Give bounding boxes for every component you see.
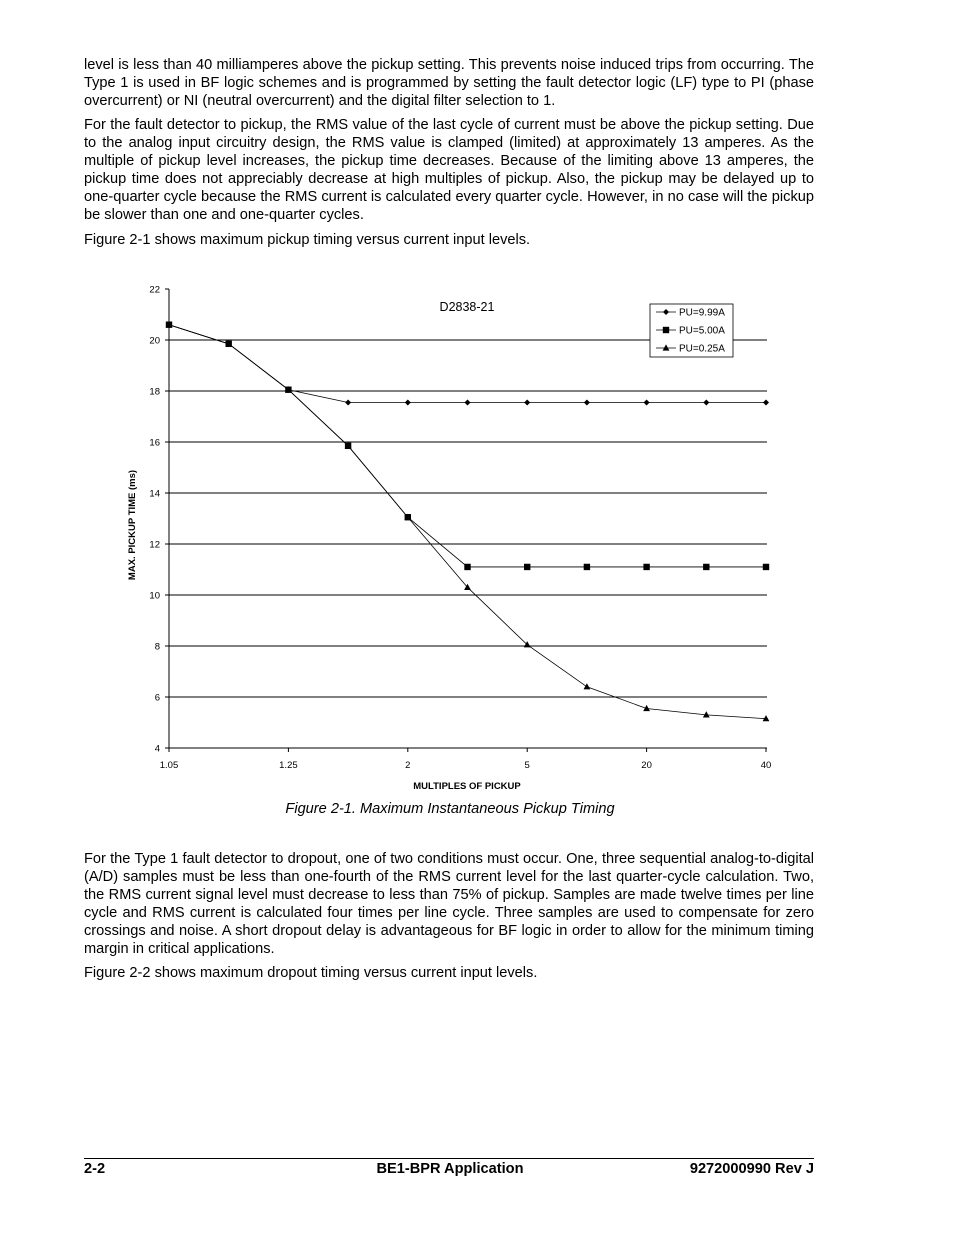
y-tick-label: 14 [149, 488, 160, 500]
data-point [584, 564, 590, 570]
figure-intro-text: Figure 2-1 shows maximum pickup timing versus current input levels. [84, 232, 531, 248]
data-point [584, 683, 591, 689]
data-point [703, 564, 709, 570]
legend-marker [663, 327, 669, 333]
legend-label: PU=9.99A [679, 307, 725, 319]
y-tick-label: 22 [149, 284, 160, 296]
pickup-timing-chart [110, 275, 800, 800]
series-line [169, 325, 766, 719]
footer-rule [84, 1158, 814, 1159]
legend-label: PU=0.25A [679, 343, 725, 355]
data-point [464, 564, 470, 570]
x-axis-label: MULTIPLES OF PICKUP [413, 781, 521, 792]
x-tick-label: 2 [405, 760, 411, 771]
x-tick-label: 40 [760, 760, 772, 771]
axes [169, 289, 767, 748]
y-tick-label: 4 [154, 743, 160, 755]
figure-caption: Figure 2-1. Maximum Instantaneous Pickup Timing [285, 801, 615, 817]
y-tick-label: 10 [149, 590, 160, 602]
y-tick-label: 16 [149, 437, 160, 449]
chart-annotation: D2838-21 [439, 300, 495, 314]
y-tick-label: 20 [149, 335, 160, 347]
footer-document-title: BE1-BPR Application [376, 1161, 524, 1177]
y-axis-label: MAX. PICKUP TIME (ms) [127, 469, 138, 581]
y-tick-label: 12 [149, 539, 160, 551]
data-point [584, 399, 590, 405]
body-paragraph-1: level is less than 40 milliamperes above the pickup setting. This prevents noise induced trips from occurring. The Type 1 is used in BF logic schemes and is programmed by setting the fault detector logic (LF) type to PI (phase overcurrent) or NI (neutral overcurrent) and the digital filter selection to 1. [84, 57, 814, 109]
figure-2-2-intro-text: Figure 2-2 shows maximum dropout timing versus current input levels. [84, 965, 538, 981]
x-tick-label: 20 [641, 760, 652, 771]
data-point [524, 564, 530, 570]
data-point [524, 399, 530, 405]
y-tick-label: 8 [154, 641, 160, 653]
y-tick-label: 6 [154, 692, 160, 704]
x-tick-label: 1.05 [159, 760, 179, 771]
data-point [465, 399, 471, 405]
footer-document-number: 9272000990 Rev J [689, 1161, 814, 1177]
series-line [169, 325, 766, 567]
data-point [763, 564, 769, 570]
x-tick-labels [160, 748, 772, 771]
body-paragraph-2: For the fault detector to pickup, the RMS value of the last cycle of current must be above the pickup setting. Due to the analog input circuitry design, the RMS value is clamped (limited) at approximately 13 amperes. As the multiple of pickup level increases, the pickup time decreases. Because of the limiting above 13 amperes, the pickup time does not appreciably decrease at high multiples of pickup. Also, the pickup may be delayed up to one-quarter cycle because the RMS current is calculated every quarter cycle. However, in no case will the pickup be slower than one and one-quarter cycles. [84, 117, 814, 223]
data-point [703, 399, 709, 405]
data-point [643, 564, 649, 570]
y-tick-labels [149, 285, 169, 755]
y-tick-label: 18 [149, 386, 160, 398]
x-tick-label: 1.25 [279, 760, 298, 771]
x-tick-label: 5 [524, 760, 530, 771]
data-series [166, 321, 770, 721]
footer-page-number: 2-2 [84, 1161, 106, 1177]
data-point [644, 399, 650, 405]
legend-label: PU=5.00A [679, 325, 725, 337]
grid-lines [169, 340, 767, 697]
data-point [763, 399, 769, 405]
body-paragraph-dropout: For the Type 1 fault detector to dropout, one of two conditions must occur. One, three sequential analog-to-digital (A/D) samples must be less than one-fourth of the RMS current level for the last quarter-cycle calculation. Two, the RMS current signal level must decrease to less than 75% of pickup. Samples are made twelve times per line cycle and RMS current is calculated four times per line cycle. Three samples are used to compensate for zero crossings and noise. A short dropout delay is advantageous for BF logic in order to allow for the minimum timing margin in critical applications. [84, 851, 814, 957]
chart-legend [650, 304, 733, 357]
data-point [345, 399, 351, 405]
data-point [405, 399, 411, 405]
